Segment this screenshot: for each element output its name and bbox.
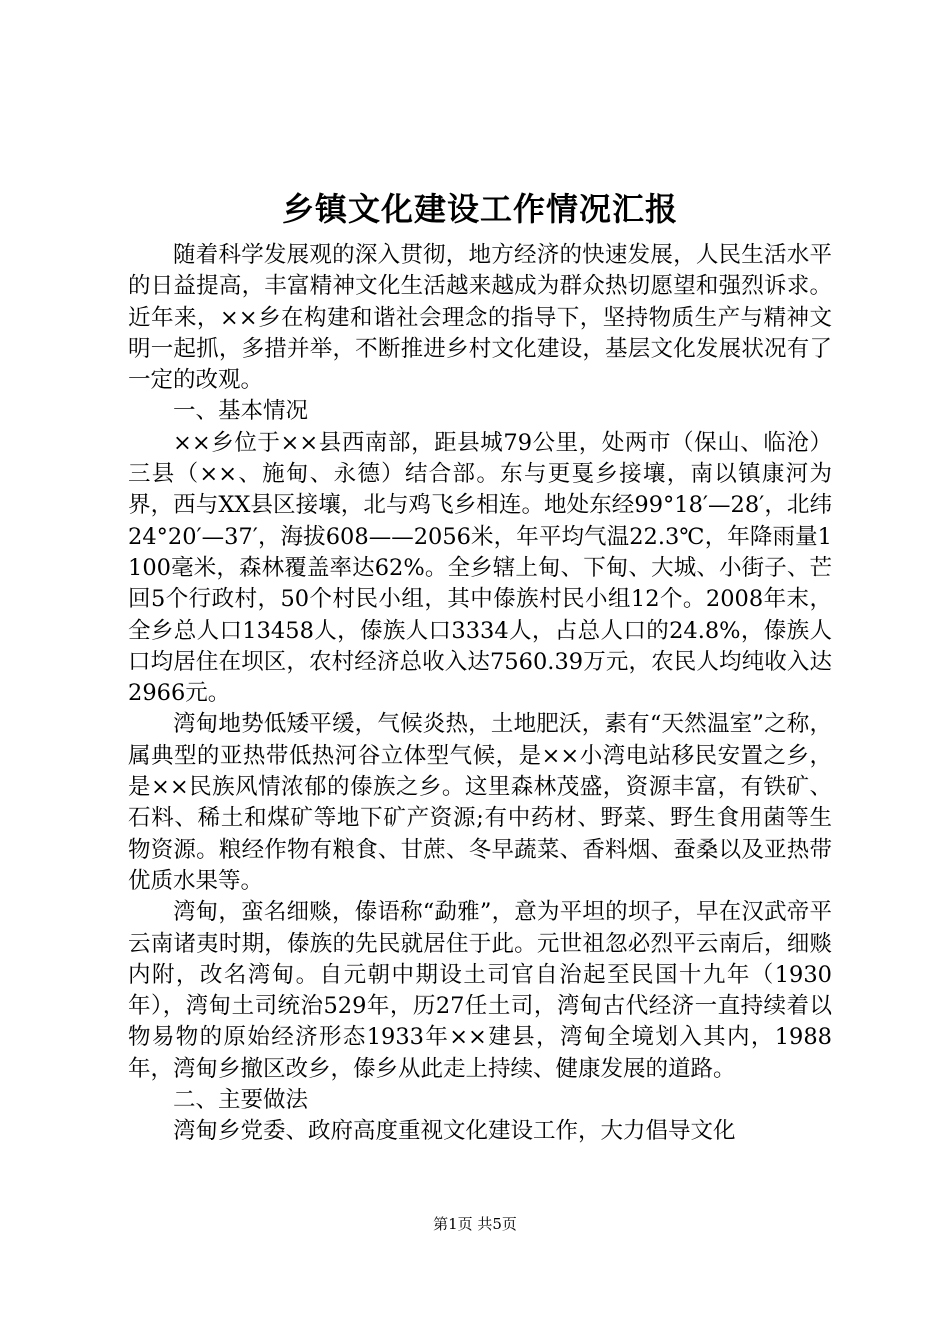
section-heading-main-practices: 二、主要做法: [173, 1087, 309, 1114]
paragraph-practices: 湾甸乡党委、政府高度重视文化建设工作，大力倡导文化: [173, 1118, 736, 1145]
paragraph-history: 湾甸，蛮名细赕，傣语称“勐雅”，意为平坦的坝子，早在汉武帝平云南诸夷时期，傣族的先民就居住于此。元世祖忽必烈平云南后，细赕内附，改名湾甸。自元朝中期设土司官自治起至民国十九年（1930年），湾甸土司统治529年，历27任土司，湾甸古代经济一直持续着以物易物的原始经济形态1933年××建县，湾甸全境划入其内，1988年，湾甸乡撤区改乡，傣乡从此走上持续、健康发展的道路。: [128, 899, 832, 1082]
section-heading-basic-situation: 一、基本情况: [173, 398, 309, 425]
intro-paragraph: 随着科学发展观的深入贯彻，地方经济的快速发展，人民生活水平的日益提高，丰富精神文化生活越来越成为群众热切愿望和强烈诉求。近年来，××乡在构建和谐社会理念的指导下，坚持物质生产与精神文明一起抓，多措并举，不断推进乡村文化建设，基层文化发展状况有了一定的改观。: [128, 242, 832, 394]
paragraph-climate-resources: 湾甸地势低矮平缓，气候炎热，土地肥沃，素有“天然温室”之称，属典型的亚热带低热河谷立体型气候，是××小湾电站移民安置之乡，是××民族风情浓郁的傣族之乡。这里森林茂盛，资源丰富，有铁矿、石料、稀土和煤矿等地下矿产资源;有中药材、野菜、野生食用菌等生物资源。粮经作物有粮食、甘蔗、冬早蔬菜、香料烟、蚕桑以及亚热带优质水果等。: [128, 711, 832, 894]
document-title: 乡镇文化建设工作情况汇报: [281, 190, 678, 228]
document-body: [128, 178, 832, 1148]
page-number-footer: 第1页 共5页: [433, 1215, 517, 1233]
paragraph-location: ××乡位于××县西南部，距县城79公里，处两市（保山、临沧）三县（××、施甸、永德）结合部。东与更戛乡接壤，南以镇康河为界，西与XX县区接壤，北与鸡飞乡相连。地处东经99°18′—28′，北纬24°20′—37′，海拔608——2056米，年平均气温22.3℃，年降雨量1100毫米，森林覆盖率达62%。全乡辖上甸、下甸、大城、小街子、芒回5个行政村，50个村民小组，其中傣族村民小组12个。2008年末，全乡总人口13458人，傣族人口3334人，占总人口的24.8%，傣族人口均居住在坝区，农村经济总收入达7560.39万元，农民人均纯收入达2966元。: [128, 429, 832, 707]
